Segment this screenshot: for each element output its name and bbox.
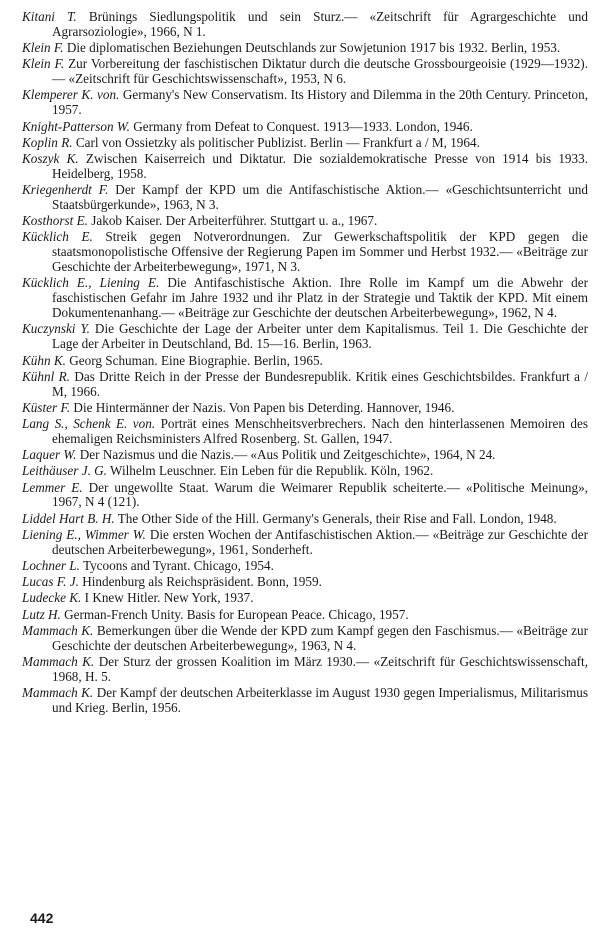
entry-text: Germany's New Conservatism. Its History and Dilemma in the 20th Century. Princeton, 1957. [52, 87, 589, 118]
entry-author: Küster F. [22, 399, 71, 415]
entry-author: Mammach K. [22, 622, 94, 638]
entry-text: Carl von Ossietzky als politischer Publizist. Berlin — Frankfurt a / M, 1964. [75, 134, 480, 150]
bibliography-entry [22, 624, 588, 654]
entry-author: Klein F. [22, 40, 64, 56]
bibliography-entry [22, 370, 588, 400]
bibliography-entry [22, 528, 588, 558]
entry-text: Zwischen Kaiserreich und Diktatur. Die sozialdemokratische Presse von 1914 bis 1933. Heidelberg, 1958. [52, 150, 589, 181]
bibliography-entry [22, 686, 588, 716]
bibliography-entry [22, 57, 588, 87]
bibliography-entry [22, 417, 588, 447]
entry-author: Kühnl R. [22, 368, 70, 384]
bibliography-entry [22, 401, 588, 416]
entry-text: Tycoons and Tyrant. Chicago, 1954. [82, 557, 274, 573]
entry-text: Das Dritte Reich in der Presse der Bundesrepublik. Kritik eines Geschichtsbildes. Frankfurt a / M, 1966. [52, 368, 588, 399]
bibliography-entry [22, 481, 588, 511]
entry-author: Mammach K. [22, 684, 94, 700]
bibliography-entry [22, 183, 588, 213]
entry-author: Mammach K. [22, 653, 95, 669]
entry-text: Zur Vorbereitung der faschistischen Diktatur durch die deutsche Grossbourgeoisie (1929—1932).— «Zeitschrift für Geschichtswissenschaft», 1953, N 6. [52, 56, 588, 87]
entry-author: Kücklich E. [22, 229, 93, 245]
entry-text: Der ungewollte Staat. Warum die Weimarer Republik scheiterte.— «Politische Meinung», 1967, N 4 (121). [52, 479, 588, 510]
entry-text: Der Kampf der KPD um die Antifaschistische Aktion.— «Geschichtsunterricht und Staatsbürgerkunde», 1963, N 3. [52, 182, 588, 212]
entry-author: Lang S., Schenk E. von. [22, 416, 156, 432]
entry-author: Kitani T. [22, 9, 77, 24]
entry-author: Koplin R. [22, 134, 73, 150]
entry-author: Kühn K. [22, 352, 66, 368]
entry-text: Die ersten Wochen der Antifaschistischen Aktion.— «Beiträge zur Geschichte der deutschen Arbeiterbewegung», 1961, Sonderheft. [52, 526, 589, 557]
bibliography-entry [22, 575, 588, 590]
page-number: 442 [30, 910, 54, 926]
entry-author: Ludecke K. [22, 590, 82, 606]
bibliography-entry [22, 120, 588, 135]
bibliography-entry [22, 655, 588, 685]
entry-text: The Other Side of the Hill. Germany's Generals, their Rise and Fall. London, 1948. [117, 510, 557, 526]
entry-text: Germany from Defeat to Conquest. 1913—1933. London, 1946. [133, 118, 473, 134]
entry-author: Lemmer E. [22, 479, 83, 495]
bibliography-entry [22, 136, 588, 151]
entry-author: Kuczynski Y. [22, 321, 90, 337]
entry-text: Wilhelm Leuschner. Ein Leben für die Republik. Köln, 1962. [110, 463, 434, 479]
entry-author: Koszyk K. [22, 150, 79, 166]
bibliography-entry [22, 591, 588, 606]
entry-text: I Knew Hitler. New York, 1937. [84, 590, 254, 606]
bibliography-entry [22, 230, 588, 275]
entry-author: Klemperer K. von. [22, 87, 120, 103]
entry-text: Bemerkungen über die Wende der KPD zum Kampf gegen den Faschismus.— «Beiträge zur Geschichte der deutschen Arbeiterbewegung», 1963, N 4. [52, 622, 588, 653]
entry-author: Lutz H. [22, 606, 61, 622]
bibliography-page [22, 10, 588, 717]
bibliography-entry [22, 322, 588, 352]
entry-text: Porträt eines Menschheitsverbrechers. Nach den hinterlassenen Memoiren des ehemaligen Reichsministers Alfred Rosenberg. St. Gallen, 1947. [52, 416, 588, 446]
bibliography-entry [22, 88, 588, 118]
bibliography-entry [22, 464, 588, 479]
entry-text: Die diplomatischen Beziehungen Deutschlands zur Sowjetunion 1917 bis 1932. Berlin, 1953. [66, 40, 561, 56]
bibliography-entry [22, 512, 588, 527]
entry-author: Lochner L. [22, 557, 80, 573]
entry-text: German-French Unity. Basis for European Peace. Chicago, 1957. [64, 606, 409, 622]
bibliography-entry [22, 448, 588, 463]
bibliography-entry [22, 10, 588, 40]
entry-text: Jakob Kaiser. Der Arbeiterführer. Stuttgart u. a., 1967. [91, 213, 378, 229]
entry-author: Lucas F. J. [22, 574, 79, 590]
entry-author: Kriegenherdt F. [22, 182, 109, 198]
entry-text: Georg Schuman. Eine Biographie. Berlin, 1965. [69, 352, 323, 368]
entry-text: Hindenburg als Reichspräsident. Bonn, 1959. [82, 574, 322, 590]
entry-text: Der Sturz der grossen Koalition im März 1930.— «Zeitschrift für Geschichtswissenschaft, 1968, H. 5. [52, 653, 588, 684]
entry-author: Klein F. [22, 56, 65, 72]
bibliography-entry [22, 276, 588, 321]
entry-author: Leithäuser J. G. [22, 463, 107, 479]
entry-text: Der Kampf der deutschen Arbeiterklasse im August 1930 gegen Imperialismus, Militarismus und Krieg. Berlin, 1956. [52, 684, 589, 715]
entry-text: Die Hintermänner der Nazis. Von Papen bis Deterding. Hannover, 1946. [73, 399, 455, 415]
entry-text: Brünings Siedlungspolitik und sein Sturz.— «Zeitschrift für Agrargeschichte und Agrarsoziologie», 1966, N 1. [52, 9, 588, 39]
bibliography-entry [22, 41, 588, 56]
entry-author: Kücklich E., Liening E. [22, 275, 160, 291]
bibliography-entry [22, 214, 588, 229]
bibliography-entry [22, 608, 588, 623]
entry-text: Streik gegen Notverordnungen. Zur Gewerkschaftspolitik der KPD gegen die staatsmonopolistische Offensive der Regierung Papen im Sommer und Herbst 1932.— «Beiträge zur Geschichte der Arbeiterbewegung», 1971, N 3. [52, 229, 589, 275]
entry-text: Die Antifaschistische Aktion. Ihre Rolle im Kampf um die Abwehr der faschistischen Gefahr im Jahre 1932 und ihr Platz in der Strategie und Taktik der KPD. Mit einem Dokumentenanhang.— «Beiträge zur Geschichte der deutschen Arbeiterbewegung», 1962, N 4. [52, 275, 589, 321]
entry-text: Die Geschichte der Lage der Arbeiter unter dem Kapitalismus. Teil 1. Die Geschichte der Lage der Arbeiter in Deutschland, Bd. 15—16. Berlin, 1963. [52, 321, 589, 352]
entry-author: Laquer W. [22, 447, 77, 463]
bibliography-entry [22, 559, 588, 574]
entry-author: Liddel Hart B. H. [22, 510, 115, 526]
entry-author: Liening E., Wimmer W. [22, 526, 146, 542]
entry-author: Knight-Patterson W. [22, 118, 130, 134]
bibliography-entry [22, 152, 588, 182]
entry-author: Kosthorst E. [22, 213, 88, 229]
entry-text: Der Nazismus und die Nazis.— «Aus Politik und Zeitgeschichte», 1964, N 24. [79, 447, 496, 463]
bibliography-entry [22, 354, 588, 369]
